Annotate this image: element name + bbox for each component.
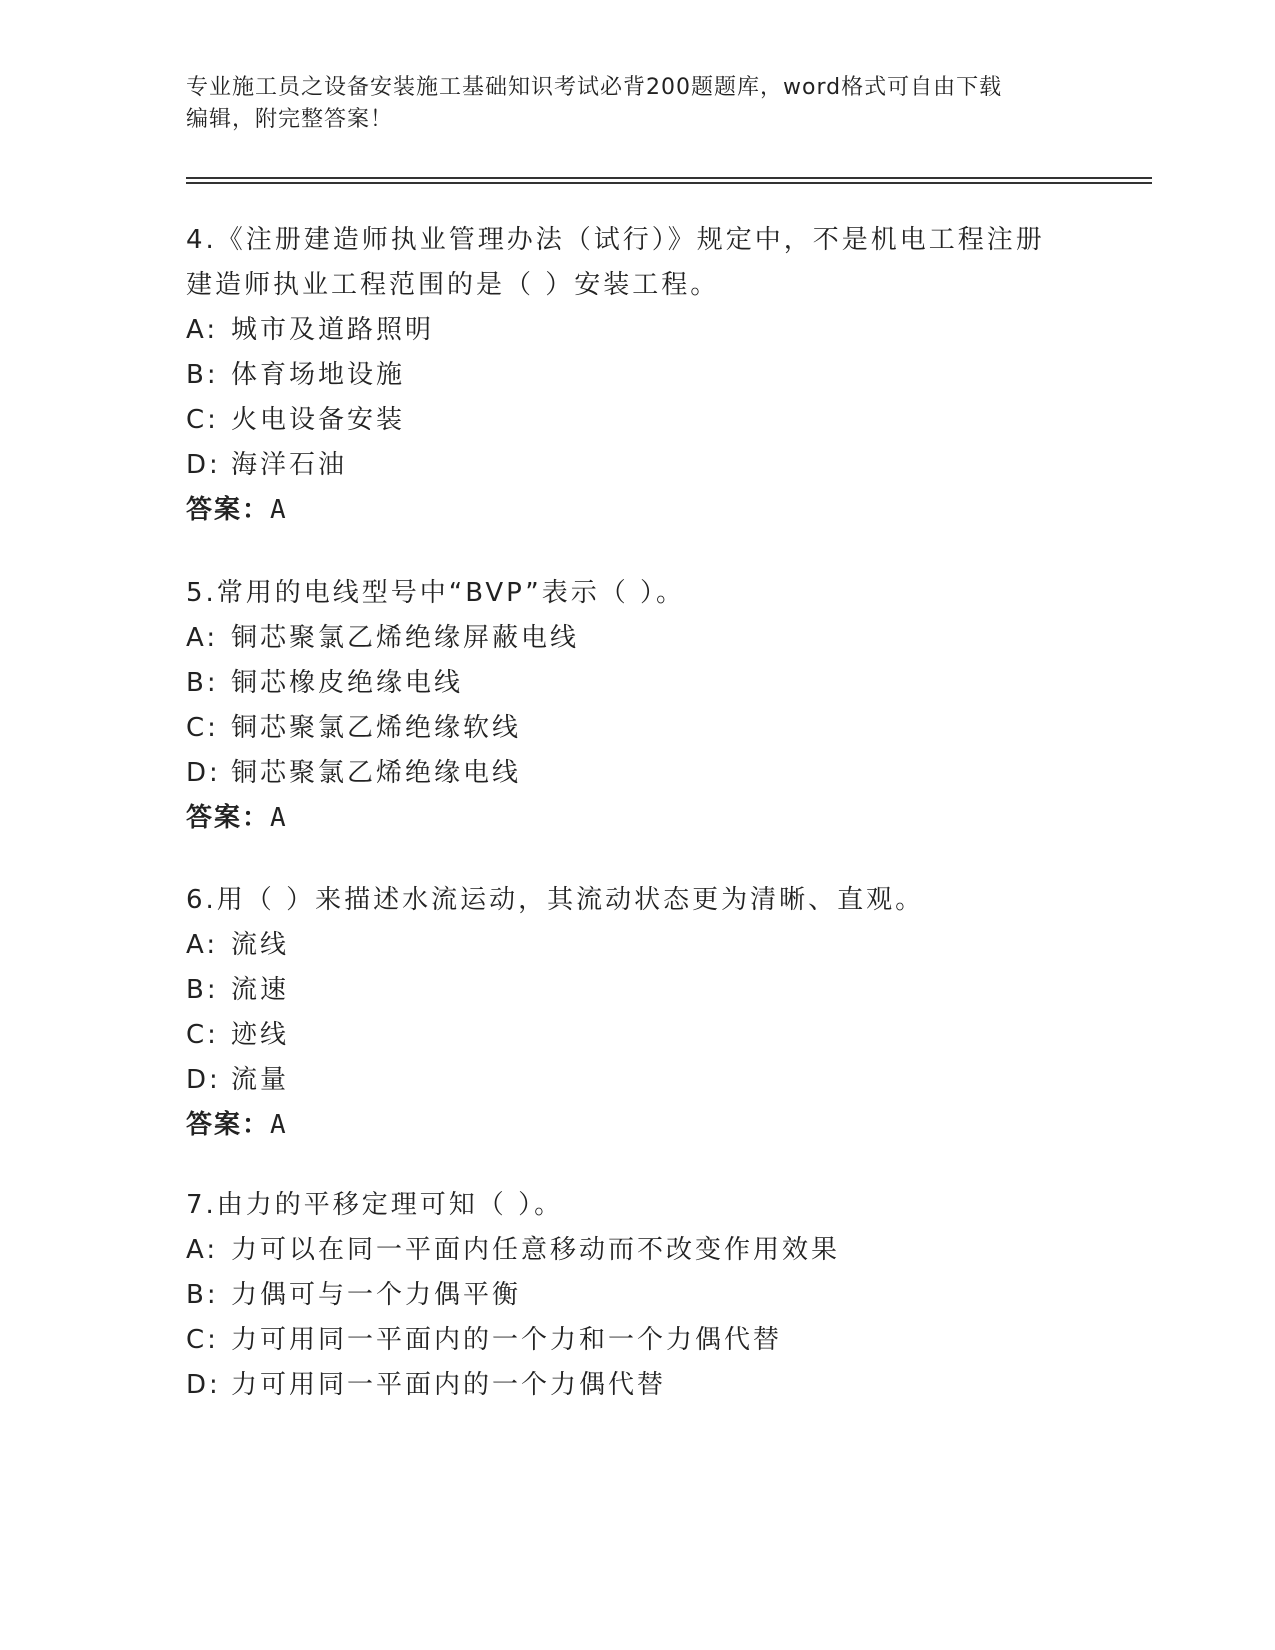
option-text: 迹线 bbox=[231, 1020, 290, 1050]
question-text-line: 4.《注册建造师执业管理办法（试行）》规定中，不是机电工程注册 bbox=[186, 225, 1045, 255]
option-letter: B: bbox=[186, 1280, 219, 1310]
option-c bbox=[186, 1318, 1086, 1363]
option-letter: B: bbox=[186, 975, 219, 1005]
question-6 bbox=[186, 878, 1086, 1148]
option-b bbox=[186, 1273, 1086, 1318]
option-b bbox=[186, 661, 1086, 706]
option-c bbox=[186, 706, 1086, 751]
document-header bbox=[186, 72, 1066, 136]
option-text: 铜芯聚氯乙烯绝缘屏蔽电线 bbox=[231, 623, 580, 653]
option-letter: C: bbox=[186, 1020, 219, 1050]
option-text: 力偶可与一个力偶平衡 bbox=[231, 1280, 522, 1310]
header-divider-top bbox=[186, 177, 1152, 179]
option-text: 力可用同一平面内的一个力偶代替 bbox=[231, 1370, 667, 1400]
option-text: 铜芯聚氯乙烯绝缘软线 bbox=[231, 713, 522, 743]
option-c bbox=[186, 1013, 1086, 1058]
option-letter: A: bbox=[186, 623, 219, 653]
option-text: 火电设备安装 bbox=[231, 405, 406, 435]
option-b bbox=[186, 968, 1086, 1013]
option-a bbox=[186, 923, 1086, 968]
header-line-2: 编辑，附完整答案！ bbox=[186, 107, 394, 132]
option-letter: A: bbox=[186, 930, 219, 960]
option-a bbox=[186, 1228, 1086, 1273]
answer-value: A bbox=[270, 803, 288, 833]
option-text: 铜芯橡皮绝缘电线 bbox=[231, 668, 464, 698]
option-c bbox=[186, 398, 1086, 443]
option-letter: A: bbox=[186, 315, 219, 345]
option-letter: D: bbox=[186, 1370, 221, 1400]
option-text: 力可用同一平面内的一个力和一个力偶代替 bbox=[231, 1325, 783, 1355]
option-a bbox=[186, 616, 1086, 661]
header-divider-bottom bbox=[186, 182, 1152, 184]
option-letter: A: bbox=[186, 1235, 219, 1265]
option-text: 海洋石油 bbox=[231, 450, 348, 480]
question-text-line: 建造师执业工程范围的是（ ）安装工程。 bbox=[186, 270, 720, 300]
question-text-line: 7.由力的平移定理可知（ ）。 bbox=[186, 1190, 564, 1220]
option-b bbox=[186, 353, 1086, 398]
answer-line bbox=[186, 1103, 1086, 1148]
option-letter: B: bbox=[186, 360, 219, 390]
answer-value: A bbox=[270, 495, 288, 525]
option-text: 城市及道路照明 bbox=[231, 315, 435, 345]
answer-line bbox=[186, 796, 1086, 841]
option-letter: D: bbox=[186, 758, 221, 788]
question-text-line: 5.常用的电线型号中“BVP”表示（ ）。 bbox=[186, 578, 685, 608]
question-4 bbox=[186, 218, 1086, 533]
option-letter: D: bbox=[186, 450, 221, 480]
option-d bbox=[186, 1058, 1086, 1103]
option-d bbox=[186, 1363, 1086, 1408]
option-letter: C: bbox=[186, 713, 219, 743]
answer-label: 答案： bbox=[186, 1110, 271, 1140]
answer-line bbox=[186, 488, 1086, 533]
option-text: 流量 bbox=[231, 1065, 290, 1095]
option-letter: C: bbox=[186, 405, 219, 435]
option-letter: D: bbox=[186, 1065, 221, 1095]
header-line-1: 专业施工员之设备安装施工基础知识考试必背200题题库，word格式可自由下载 bbox=[186, 75, 1003, 100]
option-text: 流线 bbox=[231, 930, 290, 960]
option-text: 流速 bbox=[231, 975, 290, 1005]
option-letter: B: bbox=[186, 668, 219, 698]
option-text: 体育场地设施 bbox=[231, 360, 406, 390]
option-letter: C: bbox=[186, 1325, 219, 1355]
answer-value: A bbox=[270, 1110, 288, 1140]
option-d bbox=[186, 443, 1086, 488]
option-d bbox=[186, 751, 1086, 796]
answer-label: 答案： bbox=[186, 495, 271, 525]
option-text: 铜芯聚氯乙烯绝缘电线 bbox=[231, 758, 522, 788]
question-text-line: 6.用（ ）来描述水流运动，其流动状态更为清晰、直观。 bbox=[186, 885, 925, 915]
option-text: 力可以在同一平面内任意移动而不改变作用效果 bbox=[231, 1235, 841, 1265]
option-a bbox=[186, 308, 1086, 353]
question-7 bbox=[186, 1183, 1086, 1408]
question-5 bbox=[186, 571, 1086, 841]
answer-label: 答案： bbox=[186, 803, 271, 833]
